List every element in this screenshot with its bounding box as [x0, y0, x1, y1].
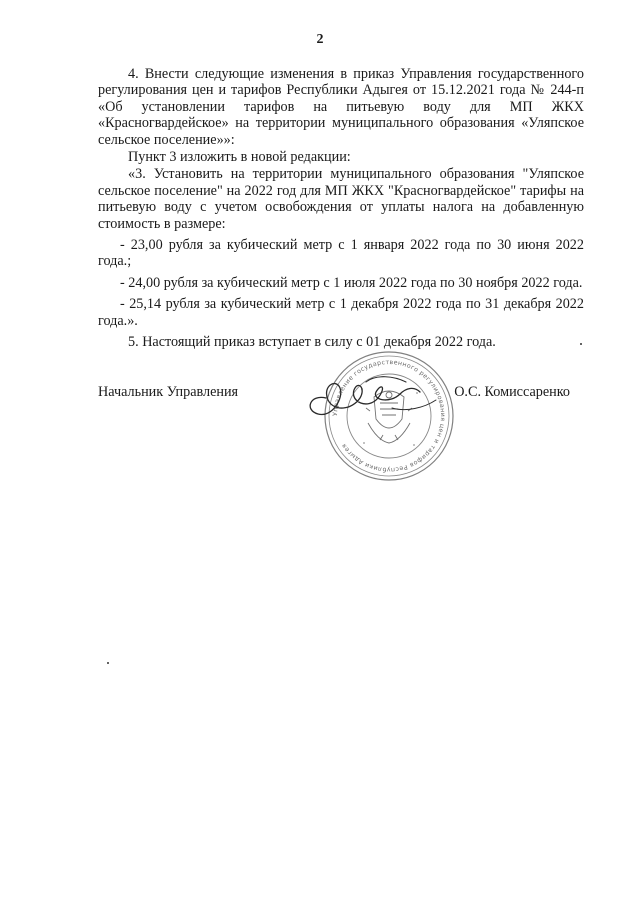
signer-name: О.С. Комиссаренко [454, 384, 570, 400]
tariff-line-1: - 23,00 рубля за кубический метр с 1 января 2022 года по 30 июня 2022 года.; [98, 237, 584, 270]
scan-speck [580, 343, 582, 345]
paragraph-point-3-intro: Пункт 3 изложить в новой редакции: [128, 149, 351, 166]
page-number: 2 [316, 32, 324, 47]
paragraph-point-3-text: «3. Установить на территории муниципального образования "Уляпское сельское поселение" на 2022 год для МП ЖКХ "Красногвардейское" тарифы на питьевую воду с учетом освобождения от уплаты налога на добавленную стоимость в размере: [98, 166, 584, 232]
scan-speck [107, 662, 109, 664]
signature-block [98, 384, 584, 404]
paragraph-item-4: 4. Внести следующие изменения в приказ Управления государственного регулирования цен и тарифов Республики Адыгея от 15.12.2021 года № 244-п «Об установлении тарифов на питьевую воду для МП ЖКХ «Красногвардейское» на территории муниципального образования «Уляпское сельское поселение»»: [98, 66, 584, 148]
tariff-line-2: - 24,00 рубля за кубический метр с 1 июля 2022 года по 30 ноября 2022 года. [120, 274, 583, 291]
document-body [98, 66, 584, 351]
paragraph-item-5: 5. Настоящий приказ вступает в силу с 01 декабря 2022 года. [128, 334, 496, 351]
seal-ring-text: Управление государственного регулирования цен и тарифов Республики Адыгея [331, 358, 447, 474]
tariff-line-3: - 25,14 рубля за кубический метр с 1 декабря 2022 года по 31 декабря 2022 года.». [98, 296, 584, 329]
signer-position: Начальник Управления [98, 384, 239, 400]
